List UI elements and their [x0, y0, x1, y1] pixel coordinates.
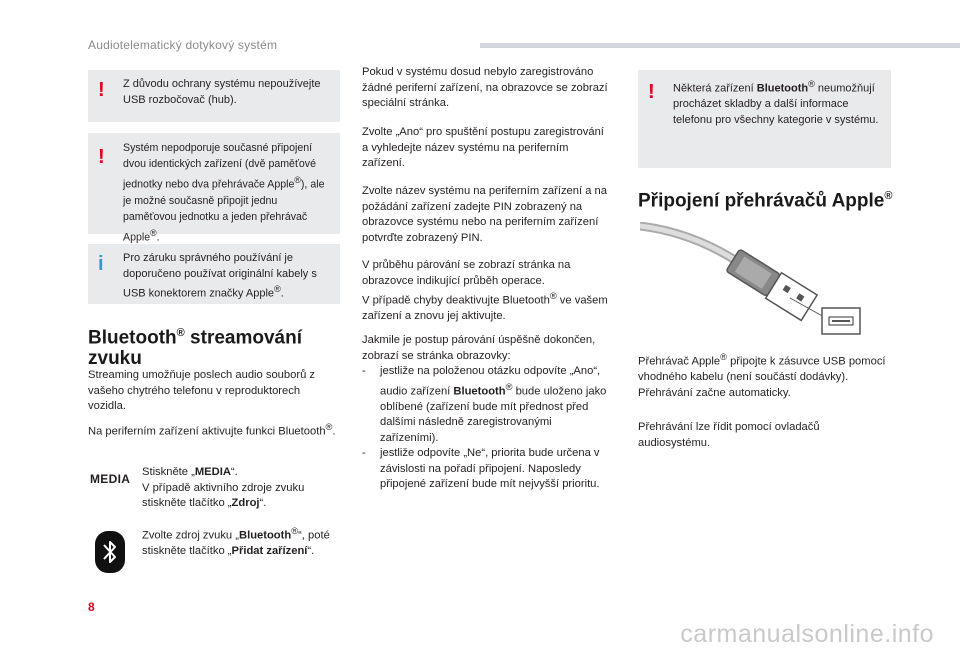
note-text: neumožňují procházet skladby a další informace telefonu pro všechny kategorie v systému.	[673, 82, 879, 126]
note-text: Z důvodu ochrany systému nepoužívejte USB rozbočovač (hub).	[123, 78, 321, 106]
period: .	[156, 231, 160, 244]
para-text: V případě chyby deaktivujte Bluetooth	[362, 294, 550, 307]
para-text: V průběhu párování se zobrazí stránka na obrazovce indikující průběh operace.	[362, 259, 571, 287]
step-text: Stiskněte „	[142, 466, 195, 478]
para-text: Přehrávač Apple	[638, 355, 721, 368]
info-icon: i	[98, 253, 104, 275]
section-heading-apple	[638, 186, 928, 211]
heading-text: Připojení přehrávačů Apple	[638, 190, 885, 212]
paragraph-yes: Zvolte „Ano“ pro spuštění postupu zaregistrování a vyhledejte název systému na periferním zařízení.	[362, 126, 604, 169]
step-bold: MEDIA	[194, 466, 231, 478]
note-text: Systém nepodporuje současné připojení dvou identických zařízení (dvě paměťové jednotky nebo dva přehrávače Apple	[123, 142, 316, 191]
list-bold: Bluetooth	[453, 385, 506, 398]
step-text: “.	[307, 545, 315, 558]
registered-mark: ®	[720, 352, 727, 362]
step-bluetooth	[142, 524, 342, 560]
header-rule	[480, 43, 960, 48]
header-title: Audiotelematický dotykový systém	[88, 38, 278, 52]
step-text: Zvolte zdroj zvuku „	[142, 529, 239, 542]
list-item	[362, 364, 612, 446]
result-list	[362, 364, 612, 493]
list-text: bude uloženo jako oblíbené (zařízení bude mít přednost před dalšími následně zaregistrovanými zařízeními).	[380, 385, 607, 444]
list-text: jestliže na položenou otázku odpovíte „Ano“, audio zařízení	[380, 365, 601, 398]
step-bold: Zdroj	[231, 497, 260, 509]
step-text: “, poté stiskněte tlačítko „	[142, 529, 330, 558]
list-text: jestliže odpovíte „Ne“, priorita bude určena v závislosti na pořadí připojení. Naposledy připojené zařízení bude mít nejvyšší prioritu.	[380, 447, 600, 491]
warning-note-hub	[88, 70, 340, 122]
warning-icon: !	[648, 81, 655, 103]
registered-mark: ®	[549, 291, 557, 301]
section-heading-bluetooth	[88, 323, 348, 369]
paragraph-connect-apple	[638, 350, 890, 401]
step-bold: Přidat zařízení	[231, 545, 308, 558]
heading-text: Bluetooth	[88, 327, 177, 349]
registered-mark: ®	[505, 381, 513, 392]
paragraph-pin: Zvolte název systému na periferním zařízení a na požádání zařízení zadejte PIN zobrazený na obrazovce systému nebo na periferním zařízení potvrďte zobrazený PIN.	[362, 185, 607, 244]
para-text: Na periferním zařízení aktivujte funkci Bluetooth	[88, 425, 326, 438]
step-media	[142, 465, 342, 512]
media-button-icon: MEDIA	[90, 472, 131, 486]
bluetooth-icon	[94, 530, 126, 574]
period: .	[332, 425, 336, 438]
registered-mark: ®	[294, 175, 301, 185]
registered-mark: ®	[150, 227, 157, 238]
info-note-cables	[88, 244, 340, 304]
note-text: Některá zařízení	[673, 82, 757, 95]
paragraph-no-device: Pokud v systému dosud nebylo zaregistrováno žádné periferní zařízení, na obrazovce se zobrazí speciální stránka.	[362, 66, 608, 109]
page-number: 8	[88, 600, 95, 614]
period: .	[280, 287, 284, 300]
step-text: V případě aktivního zdroje zvuku stiskněte tlačítko „	[142, 481, 305, 509]
heading-text: streamování zvuku	[88, 327, 302, 370]
registered-mark: ®	[176, 327, 185, 339]
note-bold: Bluetooth	[756, 82, 809, 95]
paragraph-streaming: Streaming umožňuje poslech audio souborů z vašeho chytrého telefonu v reproduktorech vozidla.	[88, 369, 315, 412]
list-item	[362, 446, 612, 493]
paragraph-playback-control: Přehrávání lze řídit pomocí ovladačů audiosystému.	[638, 421, 820, 449]
para-text: připojte k zásuvce USB pomocí vhodného kabelu (není součástí dodávky).	[638, 355, 886, 384]
step-text: “.	[230, 466, 238, 478]
usb-cable-illustration	[640, 222, 870, 340]
warning-icon: !	[98, 146, 105, 168]
warning-note-devices	[88, 133, 340, 244]
paragraph-activate	[88, 420, 340, 440]
registered-mark: ®	[808, 79, 815, 89]
warning-note-bluetooth	[638, 70, 891, 168]
note-text: Pro záruku správného používání je doporučeno používat originální kabely s USB konektorem značky Apple	[123, 252, 317, 300]
para-text: Přehrávání začne automaticky.	[638, 386, 791, 399]
warning-icon: !	[98, 79, 105, 101]
paragraph-pairing	[362, 258, 612, 325]
registered-mark: ®	[291, 526, 299, 536]
registered-mark: ®	[274, 284, 281, 294]
step-text: “.	[259, 497, 267, 509]
paragraph-complete: Jakmile je postup párování úspěšně dokončen, zobrazí se stránka obrazovky:	[362, 334, 596, 362]
para-text: ve vašem zařízení a znovu jej aktivujte.	[362, 294, 608, 323]
note-text: ), ale je možné současně připojit jednu paměťovou jednotku a jeden přehrávač Apple	[123, 178, 325, 244]
step-bold: Bluetooth	[239, 529, 292, 542]
watermark: carmanualsonline.info	[680, 620, 934, 648]
registered-mark: ®	[325, 422, 333, 432]
registered-mark: ®	[884, 190, 893, 202]
